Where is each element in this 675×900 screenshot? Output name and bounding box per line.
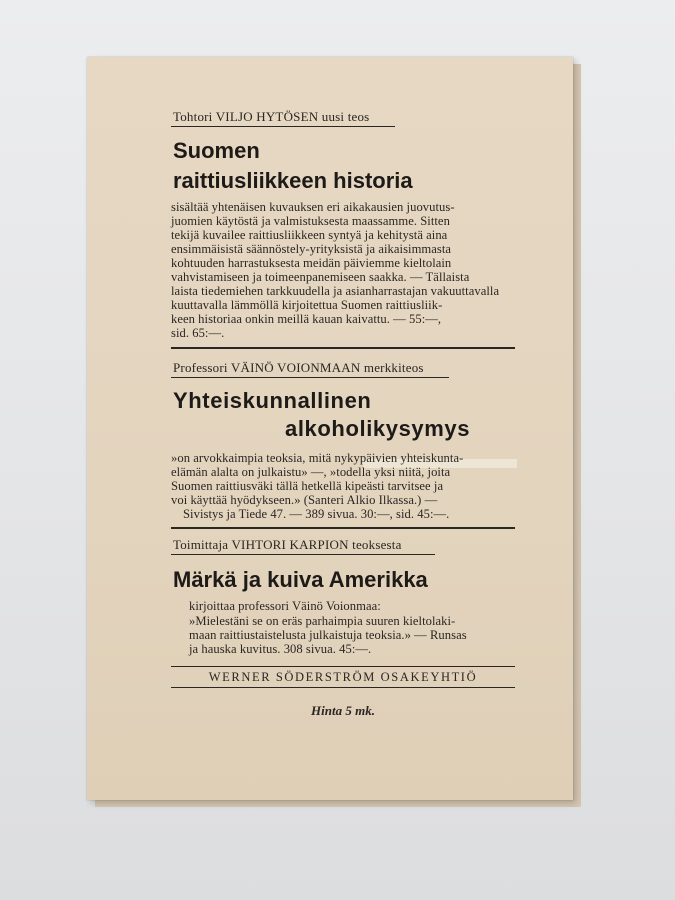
section-divider [171,347,515,349]
title-marka-ja-kuiva-amerikka: Märkä ja kuiva Amerikka [173,567,428,592]
text-line: laista tiedemiehen tarkkuudella ja asianharrastajan vakuuttavalla [171,284,500,298]
text-line: »on arvokkaimpia teoksia, mitä nykypäivien yhteiskunta- [171,451,464,465]
publisher-rule-bottom [171,687,515,688]
text-line: kohtuuden harrastuksesta meidän päiviemme kieltolain [171,256,452,270]
title-yhteiskunnallinen: Yhteiskunnallinen [173,388,372,413]
text-line: keen historiaa onkin meillä kauan kaivattu. — 55:—, [171,312,442,326]
byline-underline [171,554,435,555]
text-line: ja hauska kuvitus. 308 sivua. 45:—. [189,642,372,656]
text-line: maan raittiustaistelusta julkaistuja teoksia.» — Runsas [189,628,467,642]
byline-underline [171,126,395,127]
text-line: voi käyttää hyödykseen.» (Santeri Alkio Ilkassa.) — [171,493,438,507]
text-line: sisältää yhtenäisen kuvauksen eri aikakausien juovutus- [171,200,455,214]
back-cover [87,57,573,800]
title-raittiusliikkeen-historia: raittiusliikkeen historia [173,168,413,193]
text-line: sid. 65:—. [171,326,225,340]
byline-voionmaa: Professori VÄINÖ VOIONMAAN merkkiteos [173,360,424,375]
text-line: elämän alalta on julkaistu» —, »todella yksi niitä, joita [171,465,451,479]
publisher-name: WERNER SÖDERSTRÖM OSAKEYHTIÖ [208,670,478,684]
text-line: Suomen raittiusväki tällä hetkellä kipeästi tarvitsee ja [171,479,444,493]
byline-hytonen: Tohtori VILJO HYTÖSEN uusi teos [173,109,370,124]
text-line: vahvistamiseen ja toimeenpanemiseen saakka. — Tällaista [171,270,470,284]
title-alkoholikysymys: alkoholikysymys [285,416,471,441]
text-line: kuuttavalla lämmöllä kirjoitettua Suomen raittiusliik- [171,298,443,312]
text-line: kirjoittaa professori Väinö Voionmaa: [189,599,381,613]
publisher-rule-top [171,666,515,667]
text-line: tekijä kuvailee raittiusliikkeen syntyä ja kehitystä aina [171,228,448,242]
title-suomen: Suomen [173,138,260,163]
text-line: juomien käytöstä ja valmistuksesta maassamme. Sitten [171,214,450,228]
section-divider [171,527,515,529]
byline-underline [171,377,449,378]
price: Hinta 5 mk. [311,703,375,718]
byline-karpio: Toimittaja VIHTORI KARPION teoksesta [173,537,402,552]
text-line: Sivistys ja Tiede 47. — 389 sivua. 30:—, sid. 45:—. [183,507,450,521]
text-line: »Mielestäni se on eräs parhaimpia suuren kieltolaki- [189,614,456,628]
text-line: ensimmäisistä säännöstely-yrityksistä ja aikaisimmasta [171,242,452,256]
